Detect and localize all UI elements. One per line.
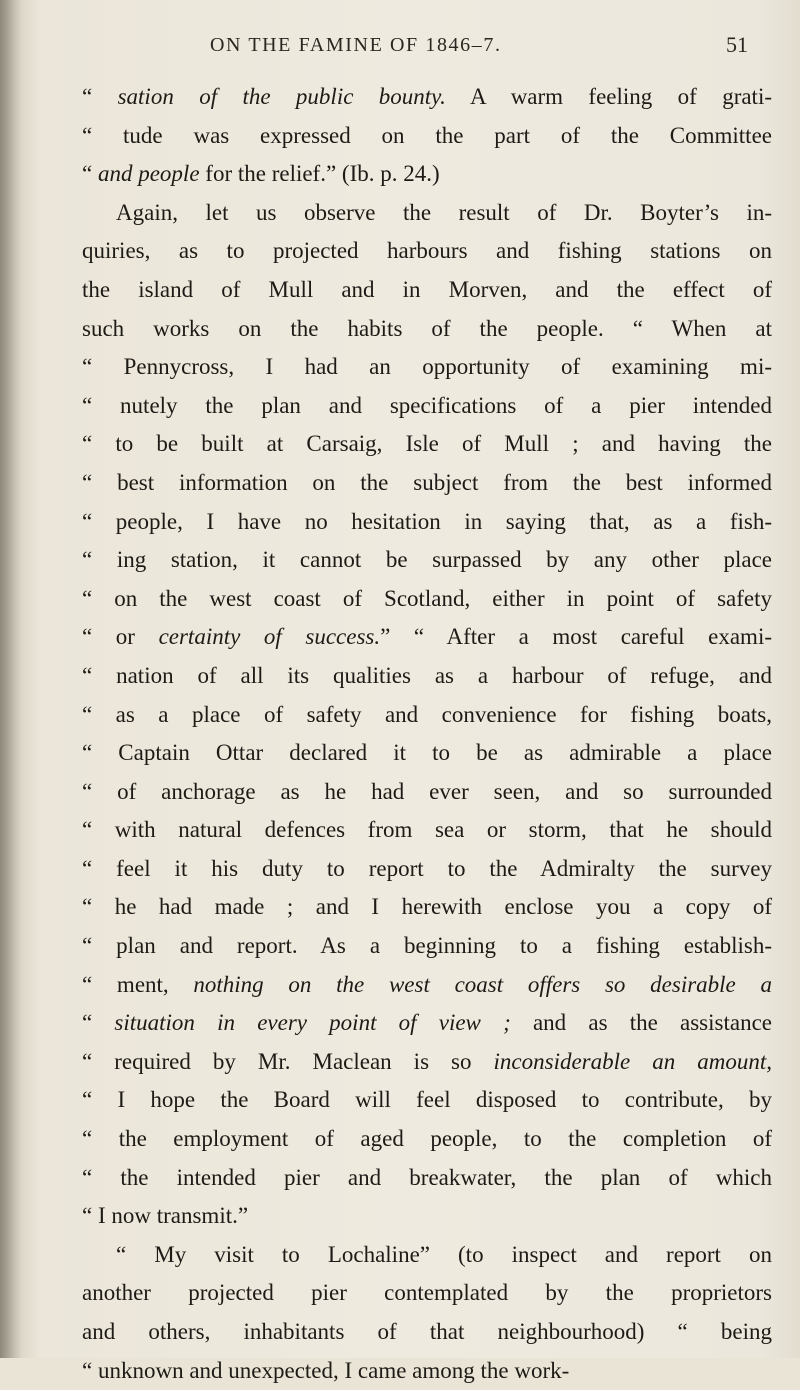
text-run: “ ment,: [82, 971, 194, 997]
text-line: [82, 387, 772, 426]
italic-text: and people: [97, 161, 200, 187]
text-run: and as the assistance: [510, 1010, 772, 1036]
text-run: “ I now transmit.”: [82, 1203, 249, 1229]
text-line: [82, 811, 772, 850]
text-run: “ Captain Ottar declared it to be as admirable a place: [82, 740, 772, 766]
text-line: [82, 78, 772, 117]
text-line: [82, 117, 772, 156]
text-line: [82, 618, 772, 657]
text-line: [82, 580, 772, 619]
text-run: “: [82, 1010, 115, 1036]
text-line: [82, 696, 772, 735]
text-line: [82, 425, 772, 464]
text-run: “ of anchorage as he had ever seen, and so surrounded: [82, 778, 772, 804]
text-line: [82, 1159, 772, 1198]
text-line: [82, 541, 772, 580]
text-run: “ ing station, it cannot be surpassed by any other place: [82, 547, 772, 573]
text-run: “ or: [82, 624, 159, 650]
text-run: and others, inhabitants of that neighbourhood) “ being: [82, 1319, 772, 1344]
text-line: [82, 310, 772, 349]
text-run: “ to be built at Carsaig, Isle of Mull ; and having the: [82, 431, 772, 457]
text-run: “ tude was expressed on the part of the Committee: [82, 122, 772, 148]
text-line: [82, 1313, 772, 1352]
text-run: such works on the habits of the people. “ When at: [82, 315, 772, 341]
italic-text: sation of the public bounty.: [117, 84, 446, 109]
text-run: “ plan and report. As a beginning to a fishing establish-: [82, 933, 772, 959]
text-line: [82, 1274, 772, 1313]
text-run: for the relief.” (Ib. p. 24.): [199, 161, 440, 187]
text-run: “ people, I have no hesitation in saying that, as a fish-: [82, 508, 772, 534]
text-line: [82, 1043, 772, 1082]
text-line: [82, 1352, 772, 1390]
text-run: “ the employment of aged people, to the completion of: [82, 1126, 772, 1152]
text-line: [82, 194, 772, 233]
text-run: Again, let us observe the result of Dr. Boyter’s in-: [116, 199, 772, 225]
text-run: quiries, as to projected harbours and fishing stations on: [82, 238, 772, 264]
text-run: “ best information on the subject from the best informed: [82, 469, 772, 495]
text-run: “ required by Mr. Maclean is so: [82, 1048, 494, 1074]
text-line: [82, 734, 772, 773]
running-head: ON THE FAMINE OF 1846–7.: [210, 34, 502, 56]
italic-text: situation in every point of view ;: [114, 1010, 511, 1036]
text-run: the island of Mull and in Morven, and the effect of: [82, 276, 772, 302]
text-run: “ Pennycross, I had an opportunity of examining mi-: [82, 354, 772, 380]
text-line: [82, 348, 772, 387]
text-line: [82, 927, 772, 966]
italic-text: inconsiderable an amount,: [493, 1048, 772, 1074]
text-line: [82, 503, 772, 542]
body-text: [82, 78, 772, 1390]
text-run: ” “ After a most careful exami-: [380, 624, 772, 650]
text-line: [82, 1004, 772, 1043]
text-line: [82, 773, 772, 812]
page-number: 51: [726, 32, 748, 57]
text-run: “: [82, 161, 98, 187]
text-run: another projected pier contemplated by the proprietors: [82, 1280, 772, 1306]
text-line: [82, 271, 772, 310]
text-run: “ nutely the plan and specifications of a pier intended: [82, 392, 772, 418]
text-run: A warm feeling of grati-: [445, 84, 772, 109]
text-run: “ I hope the Board will feel disposed to contribute, by: [82, 1087, 772, 1113]
text-line: [82, 1236, 772, 1275]
text-line: [82, 232, 772, 271]
text-line: [82, 1197, 772, 1236]
text-run: “ My visit to Lochaline” (to inspect and report on: [116, 1241, 772, 1267]
text-line: [82, 657, 772, 696]
text-run: “: [82, 84, 118, 109]
text-line: [82, 888, 772, 927]
text-line: [82, 1120, 772, 1159]
binding-shadow: [0, 0, 22, 1358]
text-run: “ with natural defences from sea or storm, that he should: [82, 817, 772, 843]
text-run: “ on the west coast of Scotland, either in point of safety: [82, 585, 772, 611]
text-line: [82, 155, 772, 194]
text-run: “ feel it his duty to report to the Admiralty the survey: [82, 855, 772, 881]
text-run: “ nation of all its qualities as a harbour of refuge, and: [82, 662, 772, 688]
italic-text: nothing on the west coast offers so desirable a: [193, 971, 772, 997]
text-run: “ he had made ; and I herewith enclose you a copy of: [82, 894, 772, 920]
text-line: [82, 1081, 772, 1120]
italic-text: certainty of success.: [158, 624, 381, 650]
text-line: [82, 850, 772, 889]
page-header: [0, 18, 800, 58]
text-line: [82, 966, 772, 1005]
text-run: “ the intended pier and breakwater, the plan of which: [82, 1164, 772, 1190]
text-run: “ as a place of safety and convenience for fishing boats,: [82, 701, 772, 727]
text-line: [82, 464, 772, 503]
text-run: “ unknown and unexpected, I came among the work-: [82, 1357, 570, 1383]
